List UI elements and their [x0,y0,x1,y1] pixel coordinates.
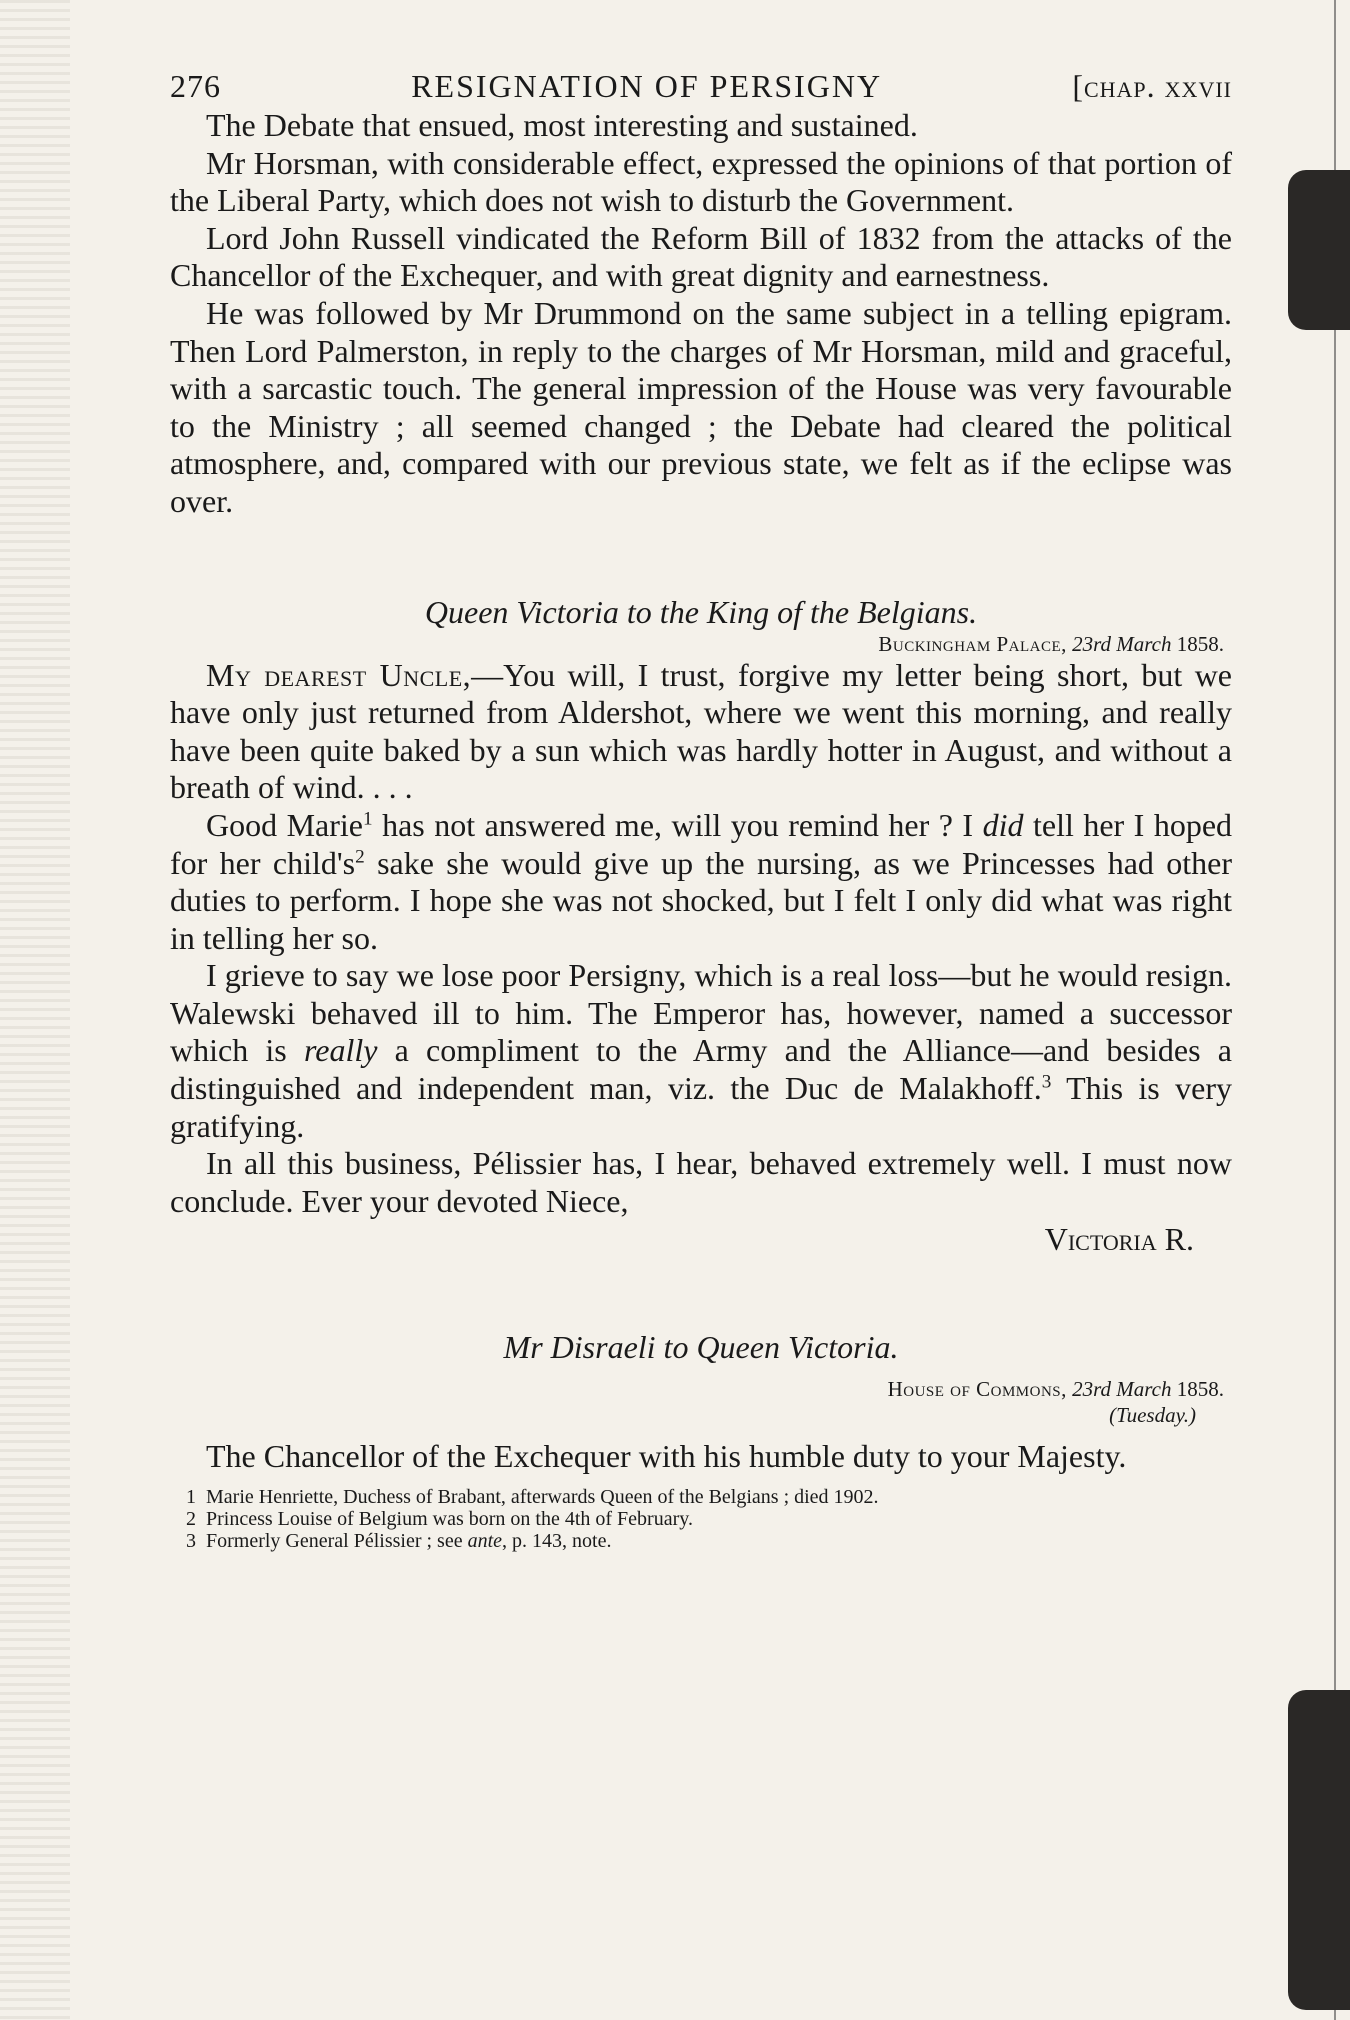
intro-paragraph-3: Lord John Russell vindicated the Reform Bill of 1832 from the attacks of the Chancellor of the Exchequer, and with great dignity and earnestness. [170,219,1232,294]
footnote-3-text-a: Formerly General Pélissier ; see [206,1530,468,1553]
letter2-heading: Mr Disraeli to Queen Victoria. [503,1329,899,1366]
letter1-paragraph-4: In all this business, Pélissier has, I hear, behaved extremely well. I must now conclude. Ever your devoted Niece, [170,1145,1232,1219]
p3-text-c: This is very gratifying. [170,1070,1233,1144]
letter2-day [170,1402,1232,1428]
footnote-1 [186,1486,1232,1508]
footnote-1-number: 1 [186,1486,196,1509]
book-page [170,68,1232,1552]
p3-text-a: I grieve to say we lose poor Persigny, which is a real loss—but he would resign. Walewski behaved ill to him. The Emperor has, however, named a successor which is [170,957,1232,1069]
intro-paragraph-2: Mr Horsman, with considerable effect, expressed the opinions of that portion of the Liberal Party, which does not wish to disturb the Government. [170,144,1232,219]
letter1-signature: Victoria R. [1044,1221,1194,1258]
footnote-3 [186,1530,1232,1552]
letter1-place: Buckingham Palace, [878,631,1067,656]
footnote-2-text: Princess Louise of Belgium was born on the 4th of February. [206,1508,693,1531]
p2-text-c: tell her I hoped for her child's [170,806,1233,881]
letter1-paragraph-1-text: —You will, I trust, forgive my letter being short, but we have only just returned from Aldershot, where we went this morning, and really have been quite baked by a sun which was hardly hotter in August, and without a breath of wind. . . . [170,656,1233,806]
letter2-year: 1858. [1176,1377,1224,1402]
letter1-paragraph-2 [170,807,1232,957]
footnote-1-text: Marie Henriette, Duchess of Brabant, afterwards Queen of the Belgians ; died 1902. [206,1486,879,1509]
p2-text-d: sake she would give up the nursing, as we Princesses had other duties to perform. I hope she was not shocked, but I felt I only did what was right in telling her so. [170,844,1233,956]
running-head [170,68,1232,105]
p3-emphasis-really: really [303,1032,378,1069]
p2-text-a: Good Marie [206,806,364,843]
letter1-dateline [170,631,1232,657]
running-title: RESIGNATION OF PERSIGNY [411,68,883,104]
footnote-2 [186,1508,1232,1530]
chapter-ref: [chap. xxvii [1072,68,1232,104]
p2-emphasis-did: did [982,806,1024,843]
letter1-year: 1858. [1176,631,1224,656]
footnotes [170,1486,1232,1552]
letter2-date: 23rd March [1072,1377,1172,1402]
letter1-date: 23rd March [1072,631,1172,656]
letter2-dateline [170,1376,1232,1402]
footnote-2-number: 2 [186,1508,196,1531]
footnote-3-number: 3 [186,1530,196,1553]
scan-edge-left [0,0,70,2020]
letter2-paragraph-1: The Chancellor of the Exchequer with his humble duty to your Majesty. [206,1438,1127,1475]
footnote-ref-2: 2 [355,845,365,867]
scan-edge-mark-bottom [1288,1690,1350,2010]
footnote-3-ante: ante [467,1530,503,1553]
salutation: My dearest Uncle, [206,656,472,693]
letter2-place: House of Commons, [887,1377,1067,1402]
footnote-3-text-c: , p. 143, note. [502,1530,612,1553]
intro-paragraph-4: He was followed by Mr Drummond on the same subject in a telling epigram. Then Lord Palmerston, in reply to the charges of Mr Horsman, mild and graceful, with a sarcastic touch. The general impression of the House was very favourable to the Ministry ; all seemed changed ; the Debate had cleared the political atmosphere, and, compared with our previous state, we felt as if the eclipse was over. [170,294,1232,519]
letter1-heading: Queen Victoria to the King of the Belgians. [424,593,978,630]
scan-edge-mark-top [1288,170,1350,330]
footnote-ref-3: 3 [1041,1071,1052,1093]
page-number: 276 [170,68,221,104]
p3-text-b: a compliment to the Army and the Alliance—and besides a distinguished and independent man, viz. the Duc de Malakhoff. [170,1032,1232,1107]
letter1-paragraph-3 [170,957,1232,1145]
letter2-day-text: (Tuesday.) [1109,1403,1196,1428]
p2-text-b: has not answered me, will you remind her ? I [372,806,983,843]
letter1-paragraph-1 [170,657,1232,807]
intro-paragraph-1: The Debate that ensued, most interesting and sustained. [206,107,918,143]
footnote-ref-1: 1 [363,808,373,830]
